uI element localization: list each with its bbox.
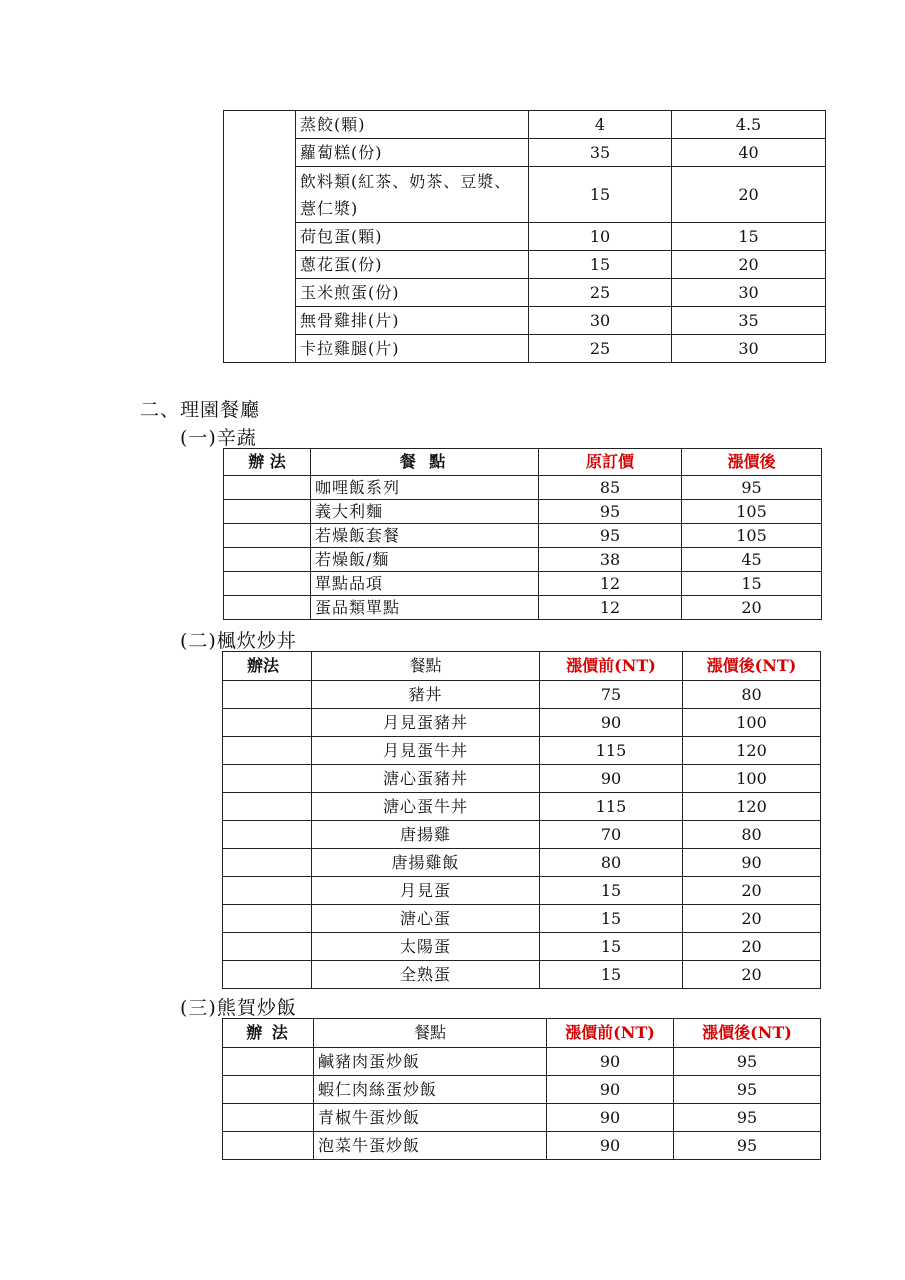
- header-meal: 餐點: [314, 1019, 547, 1048]
- method-cell: [223, 681, 312, 709]
- price-before-cell: 85: [539, 476, 682, 500]
- table-row: [223, 1076, 821, 1104]
- price-after-cell: 105: [682, 500, 822, 524]
- meal-cell: 義大利麵: [311, 500, 539, 524]
- price-after-cell: 95: [682, 476, 822, 500]
- table-row: [223, 961, 821, 989]
- table-row: [223, 709, 821, 737]
- header-meal: 餐點: [312, 652, 540, 681]
- table-row: [223, 793, 821, 821]
- meal-cell: 太陽蛋: [312, 933, 540, 961]
- table-row: [223, 933, 821, 961]
- table-row: [223, 1048, 821, 1076]
- table-row: [224, 307, 826, 335]
- fengchui-price-table: [222, 651, 821, 989]
- price-before-cell: 80: [540, 849, 683, 877]
- header-price-before: 漲價前(NT): [540, 652, 683, 681]
- method-cell: [224, 500, 311, 524]
- meal-cell: 蔥花蛋(份): [296, 251, 529, 279]
- price-before-cell: 15: [529, 167, 672, 223]
- table-row: [223, 849, 821, 877]
- header-meal: 餐 點: [311, 449, 539, 476]
- method-cell: [223, 849, 312, 877]
- meal-cell: 月見蛋牛丼: [312, 737, 540, 765]
- price-before-cell: 115: [540, 737, 683, 765]
- table-row: [223, 1104, 821, 1132]
- price-after-cell: 120: [683, 793, 821, 821]
- price-after-cell: 90: [683, 849, 821, 877]
- price-before-cell: 95: [539, 500, 682, 524]
- price-after-cell: 20: [682, 596, 822, 620]
- price-after-cell: 30: [672, 335, 826, 363]
- header-price-after: 漲價後(NT): [683, 652, 821, 681]
- table-row: [223, 877, 821, 905]
- header-method: 辦 法: [224, 449, 311, 476]
- price-before-cell: 30: [529, 307, 672, 335]
- table-row: [224, 572, 822, 596]
- price-before-cell: 38: [539, 548, 682, 572]
- price-after-cell: 35: [672, 307, 826, 335]
- price-before-cell: 15: [529, 251, 672, 279]
- price-before-cell: 90: [547, 1076, 674, 1104]
- header-price-after: 漲價後(NT): [674, 1019, 821, 1048]
- table-row: [223, 765, 821, 793]
- method-cell: [224, 596, 311, 620]
- price-before-cell: 10: [529, 223, 672, 251]
- price-before-cell: 90: [547, 1048, 674, 1076]
- price-before-cell: 25: [529, 279, 672, 307]
- table-row: [224, 500, 822, 524]
- table-row: [223, 821, 821, 849]
- table-row: [224, 548, 822, 572]
- price-after-cell: 40: [672, 139, 826, 167]
- meal-cell: 單點品項: [311, 572, 539, 596]
- price-before-cell: 75: [540, 681, 683, 709]
- method-cell: [223, 877, 312, 905]
- meal-cell: 若燥飯/麵: [311, 548, 539, 572]
- meal-cell: 飲料類(紅茶、奶茶、豆漿、薏仁漿): [296, 167, 529, 223]
- method-cell: [223, 793, 312, 821]
- price-before-cell: 4: [529, 111, 672, 139]
- method-cell: [223, 1076, 314, 1104]
- meal-cell: 蘿蔔糕(份): [296, 139, 529, 167]
- header-price-before: 漲價前(NT): [547, 1019, 674, 1048]
- meal-cell: 玉米煎蛋(份): [296, 279, 529, 307]
- method-cell: [224, 111, 296, 363]
- header-method: 辦法: [223, 652, 312, 681]
- meal-cell: 咖哩飯系列: [311, 476, 539, 500]
- price-after-cell: 95: [674, 1076, 821, 1104]
- method-cell: [223, 905, 312, 933]
- price-before-cell: 70: [540, 821, 683, 849]
- table-row: [224, 223, 826, 251]
- price-after-cell: 100: [683, 709, 821, 737]
- price-before-cell: 90: [540, 709, 683, 737]
- price-before-cell: 115: [540, 793, 683, 821]
- meal-cell: 月見蛋: [312, 877, 540, 905]
- price-after-cell: 80: [683, 821, 821, 849]
- price-after-cell: 4.5: [672, 111, 826, 139]
- price-after-cell: 20: [683, 961, 821, 989]
- header-price-after: 漲價後: [682, 449, 822, 476]
- price-after-cell: 20: [683, 933, 821, 961]
- meal-cell: 豬丼: [312, 681, 540, 709]
- table-header-row: [223, 652, 821, 681]
- table-row: [223, 1132, 821, 1160]
- method-cell: [223, 821, 312, 849]
- meal-cell: 卡拉雞腿(片): [296, 335, 529, 363]
- method-cell: [223, 1048, 314, 1076]
- price-before-cell: 15: [540, 961, 683, 989]
- price-before-cell: 15: [540, 933, 683, 961]
- price-after-cell: 20: [672, 167, 826, 223]
- price-before-cell: 90: [540, 765, 683, 793]
- meal-cell: 唐揚雞飯: [312, 849, 540, 877]
- table-header-row: [224, 449, 822, 476]
- method-cell: [223, 961, 312, 989]
- meal-cell: 蒸餃(顆): [296, 111, 529, 139]
- price-before-cell: 90: [547, 1104, 674, 1132]
- meal-cell: 月見蛋豬丼: [312, 709, 540, 737]
- price-after-cell: 15: [682, 572, 822, 596]
- method-cell: [224, 548, 311, 572]
- price-after-cell: 20: [683, 877, 821, 905]
- table-row: [224, 335, 826, 363]
- table-row: [224, 476, 822, 500]
- price-after-cell: 20: [683, 905, 821, 933]
- price-before-cell: 25: [529, 335, 672, 363]
- table-row: [224, 279, 826, 307]
- price-after-cell: 15: [672, 223, 826, 251]
- price-after-cell: 45: [682, 548, 822, 572]
- meal-cell: 唐揚雞: [312, 821, 540, 849]
- header-method: 辦 法: [223, 1019, 314, 1048]
- meal-cell: 溏心蛋牛丼: [312, 793, 540, 821]
- price-before-cell: 15: [540, 905, 683, 933]
- price-before-cell: 12: [539, 596, 682, 620]
- meal-cell: 蝦仁肉絲蛋炒飯: [314, 1076, 547, 1104]
- price-after-cell: 105: [682, 524, 822, 548]
- method-cell: [223, 1132, 314, 1160]
- table-row: [223, 737, 821, 765]
- meal-cell: 溏心蛋: [312, 905, 540, 933]
- subsection-title-1: (一)辛蔬: [180, 427, 257, 449]
- table-row: [224, 139, 826, 167]
- meal-cell: 青椒牛蛋炒飯: [314, 1104, 547, 1132]
- price-before-cell: 90: [547, 1132, 674, 1160]
- price-after-cell: 30: [672, 279, 826, 307]
- header-price-before: 原訂價: [539, 449, 682, 476]
- price-before-cell: 12: [539, 572, 682, 596]
- price-after-cell: 20: [672, 251, 826, 279]
- meal-cell: 無骨雞排(片): [296, 307, 529, 335]
- meal-cell: 蛋品類單點: [311, 596, 539, 620]
- method-cell: [223, 933, 312, 961]
- table-row: [224, 596, 822, 620]
- section-title: 二、理園餐廳: [140, 399, 261, 421]
- method-cell: [223, 737, 312, 765]
- method-cell: [223, 709, 312, 737]
- table-header-row: [223, 1019, 821, 1048]
- table-row: [224, 251, 826, 279]
- subsection-title-2: (二)楓炊炒丼: [180, 630, 297, 652]
- method-cell: [224, 476, 311, 500]
- method-cell: [224, 524, 311, 548]
- subsection-title-3: (三)熊賀炒飯: [180, 997, 297, 1019]
- price-before-cell: 35: [529, 139, 672, 167]
- price-after-cell: 100: [683, 765, 821, 793]
- table-row: [224, 524, 822, 548]
- continued-price-table: [223, 110, 826, 363]
- meal-cell: 全熟蛋: [312, 961, 540, 989]
- table-row: [224, 167, 826, 223]
- xinshu-price-table: [223, 448, 822, 620]
- meal-cell: 溏心蛋豬丼: [312, 765, 540, 793]
- xionghe-price-table: [222, 1018, 821, 1160]
- price-before-cell: 15: [540, 877, 683, 905]
- method-cell: [224, 572, 311, 596]
- table-row: [223, 905, 821, 933]
- table-row: [223, 681, 821, 709]
- table-row: [224, 111, 826, 139]
- method-cell: [223, 1104, 314, 1132]
- meal-cell: 若燥飯套餐: [311, 524, 539, 548]
- price-after-cell: 95: [674, 1048, 821, 1076]
- meal-cell: 鹹豬肉蛋炒飯: [314, 1048, 547, 1076]
- price-after-cell: 95: [674, 1104, 821, 1132]
- price-after-cell: 80: [683, 681, 821, 709]
- meal-cell: 荷包蛋(顆): [296, 223, 529, 251]
- meal-cell: 泡菜牛蛋炒飯: [314, 1132, 547, 1160]
- price-before-cell: 95: [539, 524, 682, 548]
- price-after-cell: 95: [674, 1132, 821, 1160]
- method-cell: [223, 765, 312, 793]
- price-after-cell: 120: [683, 737, 821, 765]
